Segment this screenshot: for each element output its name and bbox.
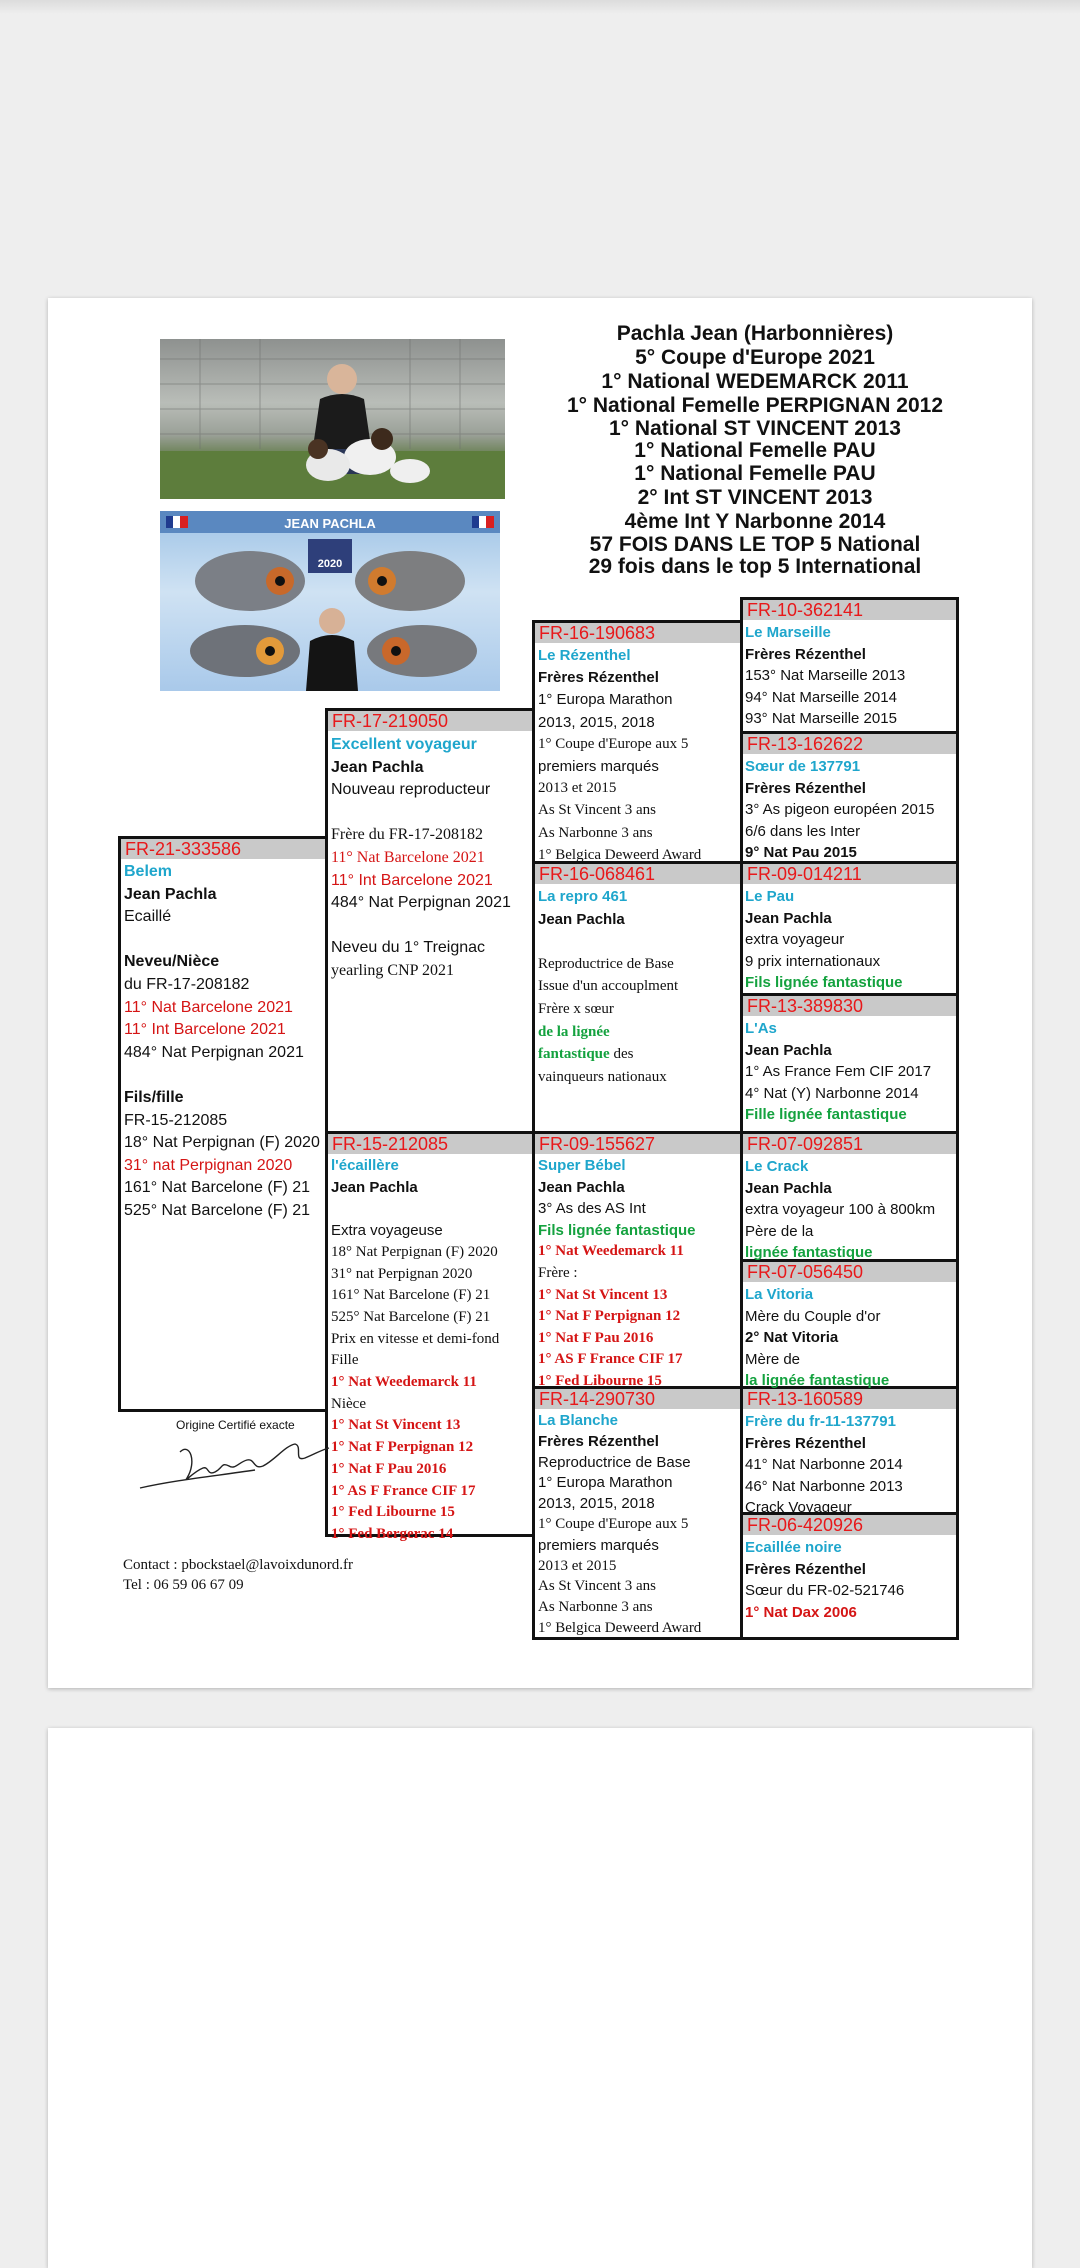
pedigree-line: 1° Nat St Vincent 13 — [331, 1417, 461, 1434]
title-line: 57 FOIS DANS LE TOP 5 National — [589, 533, 921, 556]
pedigree-line: Frère : — [538, 1265, 578, 1281]
pedigree-line: 18° Nat Perpignan (F) 2020 — [331, 1243, 498, 1260]
pedigree-line: 6/6 dans les Inter — [745, 822, 861, 840]
pedigree-line: 2° Nat Vitoria — [745, 1329, 839, 1347]
ring-number: FR-06-420926 — [743, 1515, 956, 1535]
pedigree-line: Nouveau reproducteur — [331, 781, 491, 799]
pedigree-line: 46° Nat Narbonne 2013 — [745, 1477, 903, 1495]
pedigree-line: 153° Nat Marseille 2013 — [745, 667, 906, 685]
pedigree-line: Frères Rézenthel — [538, 669, 659, 687]
pedigree-line: 1° Nat F Perpignan 12 — [331, 1439, 474, 1456]
pedigree-line: La Vitoria — [745, 1286, 814, 1303]
ring-number: FR-07-056450 — [743, 1262, 956, 1282]
pedigree-line: 1° Nat Dax 2006 — [745, 1603, 857, 1621]
pedigree-line: Jean Pachla — [745, 909, 832, 927]
pedigree-line: 11° Int Barcelone 2021 — [331, 871, 493, 889]
pedigree-line: Frère du fr-11-137791 — [745, 1413, 896, 1430]
pedigree-line: 2013 et 2015 — [538, 780, 617, 797]
pedigree-line: 11° Nat Barcelone 2021 — [124, 998, 293, 1016]
pedigree-line: As St Vincent 3 ans — [538, 802, 656, 819]
pedigree-line: FR-15-212085 — [124, 1111, 228, 1129]
pedigree-line: 9 prix internationaux — [745, 952, 881, 970]
ring-number: FR-13-160589 — [743, 1389, 956, 1409]
ring-number: FR-09-155627 — [535, 1134, 740, 1154]
pedigree-line: premiers marqués — [538, 1536, 659, 1554]
pedigree-line: La repro 461 — [538, 888, 628, 905]
pedigree-line: Jean Pachla — [124, 885, 217, 903]
pedigree-line: Frères Rézenthel — [538, 1432, 659, 1450]
pedigree-line: Le Crack — [745, 1158, 809, 1175]
document-page-next — [48, 1728, 1032, 2268]
pedigree-line: 1° Belgica Deweerd Award — [538, 846, 702, 863]
pedigree-line: 484° Nat Perpignan 2021 — [331, 894, 511, 912]
ring-number: FR-16-068461 — [535, 864, 740, 884]
pedigree-line: Mère du Couple d'or — [745, 1307, 881, 1325]
pedigree-line: 11° Nat Barcelone 2021 — [331, 849, 485, 866]
pedigree-line: Fils lignée fantastique — [538, 1221, 696, 1239]
pedigree-line: 1° Nat F Pau 2016 — [331, 1460, 447, 1477]
pedigree-line: 1° Europa Marathon — [538, 691, 673, 709]
pedigree-line: 161° Nat Barcelone (F) 21 — [331, 1287, 491, 1304]
pedigree-line: As Narbonne 3 ans — [538, 824, 653, 841]
pedigree-line: 93° Nat Marseille 2015 — [745, 710, 897, 728]
pedigree-line: Frères Rézenthel — [745, 645, 866, 663]
pedigree-line: L'As — [745, 1020, 777, 1037]
pedigree-line: Ecaillée noire — [745, 1539, 842, 1556]
pedigree-line: Reproductrice de Base — [538, 955, 674, 972]
pedigree-line: 3° As des AS Int — [538, 1200, 646, 1218]
pedigree-line: 161° Nat Barcelone (F) 21 — [124, 1179, 311, 1197]
pedigree-line: Fils/fille — [124, 1089, 184, 1106]
top-bar — [0, 0, 1080, 14]
pedigree-line: 18° Nat Perpignan (F) 2020 — [124, 1134, 320, 1152]
signature — [135, 1432, 335, 1492]
pedigree-line: 1° Coupe d'Europe aux 5 — [538, 1516, 689, 1532]
pedigree-line: vainqueurs nationaux — [538, 1068, 667, 1085]
ring-number: FR-13-389830 — [743, 996, 956, 1016]
pedigree-line: l'écaillère — [331, 1157, 399, 1174]
pedigree-line: lignée fantastique — [745, 1244, 873, 1262]
pedigree-line: La Blanche — [538, 1412, 619, 1429]
pedigree-line: Mère de — [745, 1350, 801, 1368]
ring-number: FR-09-014211 — [743, 864, 956, 884]
pedigree-line: 94° Nat Marseille 2014 — [745, 688, 897, 706]
title-line: 1° National Femelle PAU — [634, 462, 876, 485]
pedigree-line: 3° As pigeon européen 2015 — [745, 801, 935, 819]
title-line: 4ème Int Y Narbonne 2014 — [624, 510, 886, 533]
pedigree-line: 525° Nat Barcelone (F) 21 — [331, 1308, 491, 1325]
pedigree-line: extra voyageur 100 à 800km — [745, 1201, 936, 1219]
pedigree-line: 41° Nat Narbonne 2014 — [745, 1456, 903, 1474]
pedigree-line: 2013 et 2015 — [538, 1557, 617, 1574]
pedigree-line: Frères Rézenthel — [745, 1560, 866, 1578]
pedigree-line: Frère x sœur — [538, 1001, 614, 1017]
title-line: 29 fois dans le top 5 International — [588, 555, 922, 578]
pedigree-line: 1° Nat Weedemarck 11 — [538, 1243, 684, 1260]
pedigree-line: Nièce — [331, 1395, 366, 1412]
pigeon-poster — [160, 511, 500, 691]
ring-number: FR-07-092851 — [743, 1134, 956, 1154]
contact-email: Contact : pbockstael@lavoixdunord.fr — [123, 1557, 354, 1573]
pedigree-line: 2013, 2015, 2018 — [538, 713, 655, 731]
pedigree-line: Fille lignée fantastique — [745, 1106, 907, 1124]
pedigree-line: 1° Nat F Perpignan 12 — [538, 1308, 681, 1325]
pedigree-line: Reproductrice de Base — [538, 1453, 691, 1471]
title-line: 1° National ST VINCENT 2013 — [609, 417, 901, 440]
title-line: 2° Int ST VINCENT 2013 — [637, 486, 873, 509]
pedigree-line: 1° AS F France CIF 17 — [331, 1482, 476, 1499]
pedigree-line: la lignée fantastique — [745, 1372, 890, 1390]
pedigree-line: Sœur de 137791 — [745, 758, 861, 775]
pedigree-line: Le Marseille — [745, 624, 831, 641]
pedigree-line: Jean Pachla — [745, 1041, 832, 1059]
title-line: Pachla Jean (Harbonnières) — [616, 322, 894, 345]
title-line: 1° National WEDEMARCK 2011 — [601, 370, 909, 393]
title-line: 5° Coupe d'Europe 2021 — [635, 346, 875, 369]
pedigree-line: 9° Nat Pau 2015 — [745, 844, 857, 862]
breeder-photo — [160, 339, 505, 499]
pedigree-line: Issue d'un accouplment — [538, 978, 679, 995]
pedigree-line: Jean Pachla — [538, 910, 625, 928]
pedigree-line: 525° Nat Barcelone (F) 21 — [124, 1202, 311, 1219]
pedigree-line: Excellent voyageur — [331, 736, 477, 753]
pedigree-line: Belem — [124, 863, 173, 880]
title-line: 1° National Femelle PERPIGNAN 2012 — [566, 394, 944, 417]
pedigree-line: 1° Europa Marathon — [538, 1474, 673, 1492]
pedigree-line: 1° Fed Libourne 15 — [538, 1373, 662, 1389]
pedigree-line: extra voyageur — [745, 931, 845, 949]
pedigree-line: Fille — [331, 1352, 359, 1369]
pedigree-line: 1° Coupe d'Europe aux 5 — [538, 735, 689, 752]
pedigree-line: Le Rézenthel — [538, 647, 631, 664]
pedigree-line: 1° Fed Bergerac 14 — [331, 1525, 454, 1542]
pedigree-line: Crack Voyageur — [745, 1499, 852, 1517]
pedigree-line: Ecaillé — [124, 908, 172, 926]
certification-label: Origine Certifié exacte — [176, 1418, 295, 1432]
pedigree-line: Jean Pachla — [745, 1179, 832, 1197]
pedigree-line: Neveu/Nièce — [124, 953, 220, 971]
title-block — [520, 322, 990, 578]
pedigree-line: 1° AS F France CIF 17 — [538, 1351, 683, 1368]
pedigree-line: As St Vincent 3 ans — [538, 1578, 656, 1595]
ring-number: FR-21-333586 — [121, 839, 325, 859]
pedigree-line: Frères Rézenthel — [745, 1434, 866, 1452]
ring-number: FR-13-162622 — [743, 734, 956, 754]
pedigree-line: Extra voyageuse — [331, 1222, 443, 1240]
ring-number: FR-17-219050 — [328, 711, 532, 731]
pedigree-line: Neveu du 1° Treignac — [331, 939, 486, 957]
pedigree-line: 2013, 2015, 2018 — [538, 1495, 655, 1513]
contact-phone: Tel : 06 59 06 67 09 — [123, 1577, 244, 1593]
poster-name: JEAN PACHLA — [284, 516, 376, 531]
pedigree-line: Jean Pachla — [331, 758, 424, 776]
ring-number: FR-16-190683 — [535, 623, 740, 643]
ring-number: FR-10-362141 — [743, 600, 956, 620]
pedigree-line: As Narbonne 3 ans — [538, 1599, 653, 1616]
pedigree-line: 1° Nat St Vincent 13 — [538, 1286, 668, 1303]
pedigree-line: Frères Rézenthel — [745, 779, 866, 797]
pedigree-line: Fils lignée fantastique — [745, 974, 903, 992]
pedigree-line: 31° nat Perpignan 2020 — [124, 1156, 293, 1174]
title-line: 1° National Femelle PAU — [634, 439, 876, 462]
pedigree-line: 1° As France Fem CIF 2017 — [745, 1063, 932, 1081]
pedigree-line: 484° Nat Perpignan 2021 — [124, 1043, 304, 1061]
pedigree-line: du FR-17-208182 — [124, 976, 250, 993]
pedigree-line: premiers marqués — [538, 758, 659, 775]
pedigree-line: fantastique des — [538, 1046, 634, 1063]
pedigree-line: Jean Pachla — [538, 1178, 625, 1196]
ring-number: FR-14-290730 — [535, 1389, 740, 1409]
pedigree-line: yearling CNP 2021 — [331, 962, 454, 979]
pedigree-line: 1° Nat Weedemarck 11 — [331, 1374, 477, 1390]
pedigree-line: 11° Int Barcelone 2021 — [124, 1021, 286, 1039]
ring-number: FR-15-212085 — [328, 1134, 532, 1154]
poster-year: 2020 — [317, 558, 343, 570]
pedigree-line: de la lignée — [538, 1023, 610, 1040]
pedigree-line: Le Pau — [745, 888, 795, 905]
pedigree-line: 1° Nat F Pau 2016 — [538, 1329, 654, 1346]
pedigree-line: 1° Belgica Deweerd Award — [538, 1620, 702, 1636]
pedigree-line: 1° Fed Libourne 15 — [331, 1504, 455, 1521]
pedigree-line: Frère du FR-17-208182 — [331, 826, 483, 844]
pedigree-line: Jean Pachla — [331, 1178, 418, 1196]
pedigree-line: Père de la — [745, 1222, 814, 1240]
pedigree-line: 31° nat Perpignan 2020 — [331, 1265, 473, 1282]
pedigree-line: Sœur du FR-02-521746 — [745, 1582, 905, 1600]
pedigree-line: 4° Nat (Y) Narbonne 2014 — [745, 1084, 919, 1102]
signature-text: Pachla Jean — [235, 1490, 240, 1491]
pedigree-line: Super Bébel — [538, 1157, 626, 1174]
pedigree-line: Prix en vitesse et demi-fond — [331, 1330, 500, 1347]
